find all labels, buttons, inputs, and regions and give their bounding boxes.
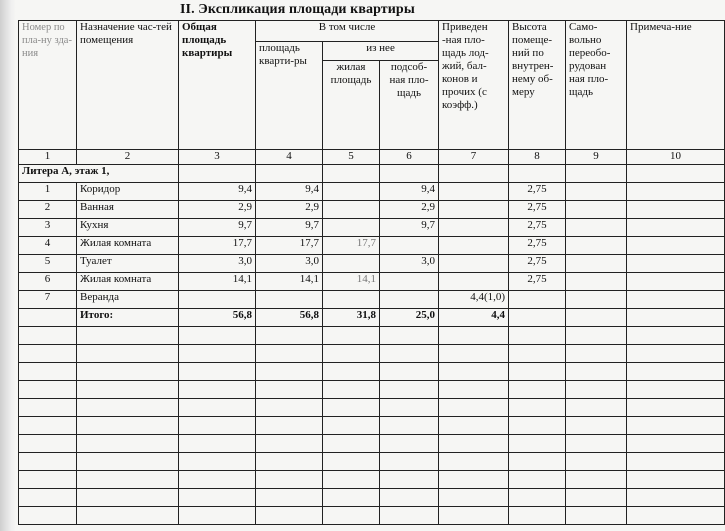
total-area-value: 9,7	[179, 219, 256, 237]
reduced-area-value	[439, 183, 509, 201]
totals-label: Итого:	[77, 309, 179, 327]
header-height: Высота помеще-ний по внутрен-нему об-меру	[509, 21, 566, 150]
room-number: 7	[19, 291, 77, 309]
room-name: Кухня	[77, 219, 179, 237]
apartment-area-sum: 56,8	[256, 309, 323, 327]
header-reduced-area: Приведен -ная пло-щадь лод-жий, бал-конов и прочих (с коэфф.)	[439, 21, 509, 150]
height-value: 2,75	[509, 273, 566, 291]
header-unauthorized: Само-вольно переобо-рудован ная пло-щадь	[566, 21, 627, 150]
apartment-area-value: 3,0	[256, 255, 323, 273]
blank-row	[19, 381, 725, 399]
auxiliary-area-value	[380, 291, 439, 309]
column-number-row	[19, 150, 725, 165]
auxiliary-area-value: 3,0	[380, 255, 439, 273]
room-name: Коридор	[77, 183, 179, 201]
reduced-area-value	[439, 255, 509, 273]
column-number: 7	[439, 150, 509, 165]
blank-row	[19, 345, 725, 363]
apartment-area-value	[256, 291, 323, 309]
height-value	[509, 291, 566, 309]
room-number: 4	[19, 237, 77, 255]
living-area-value	[323, 291, 380, 309]
living-area-sum: 31,8	[323, 309, 380, 327]
total-area-value: 2,9	[179, 201, 256, 219]
column-number: 10	[627, 150, 725, 165]
blank-row	[19, 327, 725, 345]
header-of-which: из нее	[323, 42, 439, 61]
page-binding-edge	[0, 0, 16, 531]
height-value: 2,75	[509, 201, 566, 219]
height-value: 2,75	[509, 183, 566, 201]
explication-table	[18, 20, 725, 525]
table-row	[19, 237, 725, 255]
table-row	[19, 273, 725, 291]
header-notes: Примеча-ние	[627, 21, 725, 150]
header-apartment-area: площадь кварти-ры	[256, 42, 323, 150]
blank-row	[19, 453, 725, 471]
room-number: 5	[19, 255, 77, 273]
section-label: Литера А, этаж 1,	[19, 165, 179, 183]
room-name: Туалет	[77, 255, 179, 273]
room-number: 1	[19, 183, 77, 201]
apartment-area-value: 14,1	[256, 273, 323, 291]
auxiliary-area-sum: 25,0	[380, 309, 439, 327]
header-total-area: Общая площадь квартиры	[179, 21, 256, 150]
blank-row	[19, 417, 725, 435]
blank-row	[19, 489, 725, 507]
header-room-purpose: Назначение час-тей помещения	[77, 21, 179, 150]
blank-row	[19, 471, 725, 489]
total-area-sum: 56,8	[179, 309, 256, 327]
totals-row	[19, 309, 725, 327]
reduced-area-sum: 4,4	[439, 309, 509, 327]
room-number: 3	[19, 219, 77, 237]
document-title: II. Экспликация площади квартиры	[180, 2, 415, 17]
header-including: В том числе	[256, 21, 439, 42]
blank-row	[19, 507, 725, 525]
section-row	[19, 165, 725, 183]
reduced-area-value	[439, 219, 509, 237]
apartment-area-value: 2,9	[256, 201, 323, 219]
column-number: 9	[566, 150, 627, 165]
total-area-value: 9,4	[179, 183, 256, 201]
apartment-area-value: 17,7	[256, 237, 323, 255]
column-number: 1	[19, 150, 77, 165]
total-area-value: 3,0	[179, 255, 256, 273]
living-area-value: 17,7	[323, 237, 380, 255]
living-area-value	[323, 183, 380, 201]
column-number: 2	[77, 150, 179, 165]
apartment-area-value: 9,7	[256, 219, 323, 237]
room-name: Веранда	[77, 291, 179, 309]
apartment-area-value: 9,4	[256, 183, 323, 201]
table-row	[19, 219, 725, 237]
living-area-value	[323, 201, 380, 219]
header-room-number: Номер по пла-ну зда-ния	[19, 21, 77, 150]
height-value: 2,75	[509, 219, 566, 237]
height-value: 2,75	[509, 255, 566, 273]
blank-row	[19, 435, 725, 453]
auxiliary-area-value: 9,7	[380, 219, 439, 237]
blank-row	[19, 363, 725, 381]
table-row	[19, 183, 725, 201]
header-auxiliary-area: подсоб-ная пло-щадь	[380, 61, 439, 150]
total-area-value: 14,1	[179, 273, 256, 291]
living-area-value	[323, 255, 380, 273]
total-area-value	[179, 291, 256, 309]
reduced-area-value	[439, 201, 509, 219]
room-number: 2	[19, 201, 77, 219]
reduced-area-value	[439, 237, 509, 255]
header-living-area: жилая площадь	[323, 61, 380, 150]
auxiliary-area-value	[380, 273, 439, 291]
table-row	[19, 255, 725, 273]
column-number: 5	[323, 150, 380, 165]
column-number: 4	[256, 150, 323, 165]
total-area-value: 17,7	[179, 237, 256, 255]
auxiliary-area-value	[380, 237, 439, 255]
reduced-area-value	[439, 273, 509, 291]
table-row	[19, 201, 725, 219]
room-name: Жилая комната	[77, 237, 179, 255]
column-number: 6	[380, 150, 439, 165]
height-value: 2,75	[509, 237, 566, 255]
room-name: Ванная	[77, 201, 179, 219]
auxiliary-area-value: 9,4	[380, 183, 439, 201]
living-area-value: 14,1	[323, 273, 380, 291]
blank-row	[19, 399, 725, 417]
table-row	[19, 291, 725, 309]
auxiliary-area-value: 2,9	[380, 201, 439, 219]
column-number: 3	[179, 150, 256, 165]
living-area-value	[323, 219, 380, 237]
blank-rows	[19, 327, 725, 525]
room-number: 6	[19, 273, 77, 291]
room-name: Жилая комната	[77, 273, 179, 291]
reduced-area-value: 4,4(1,0)	[439, 291, 509, 309]
column-number: 8	[509, 150, 566, 165]
